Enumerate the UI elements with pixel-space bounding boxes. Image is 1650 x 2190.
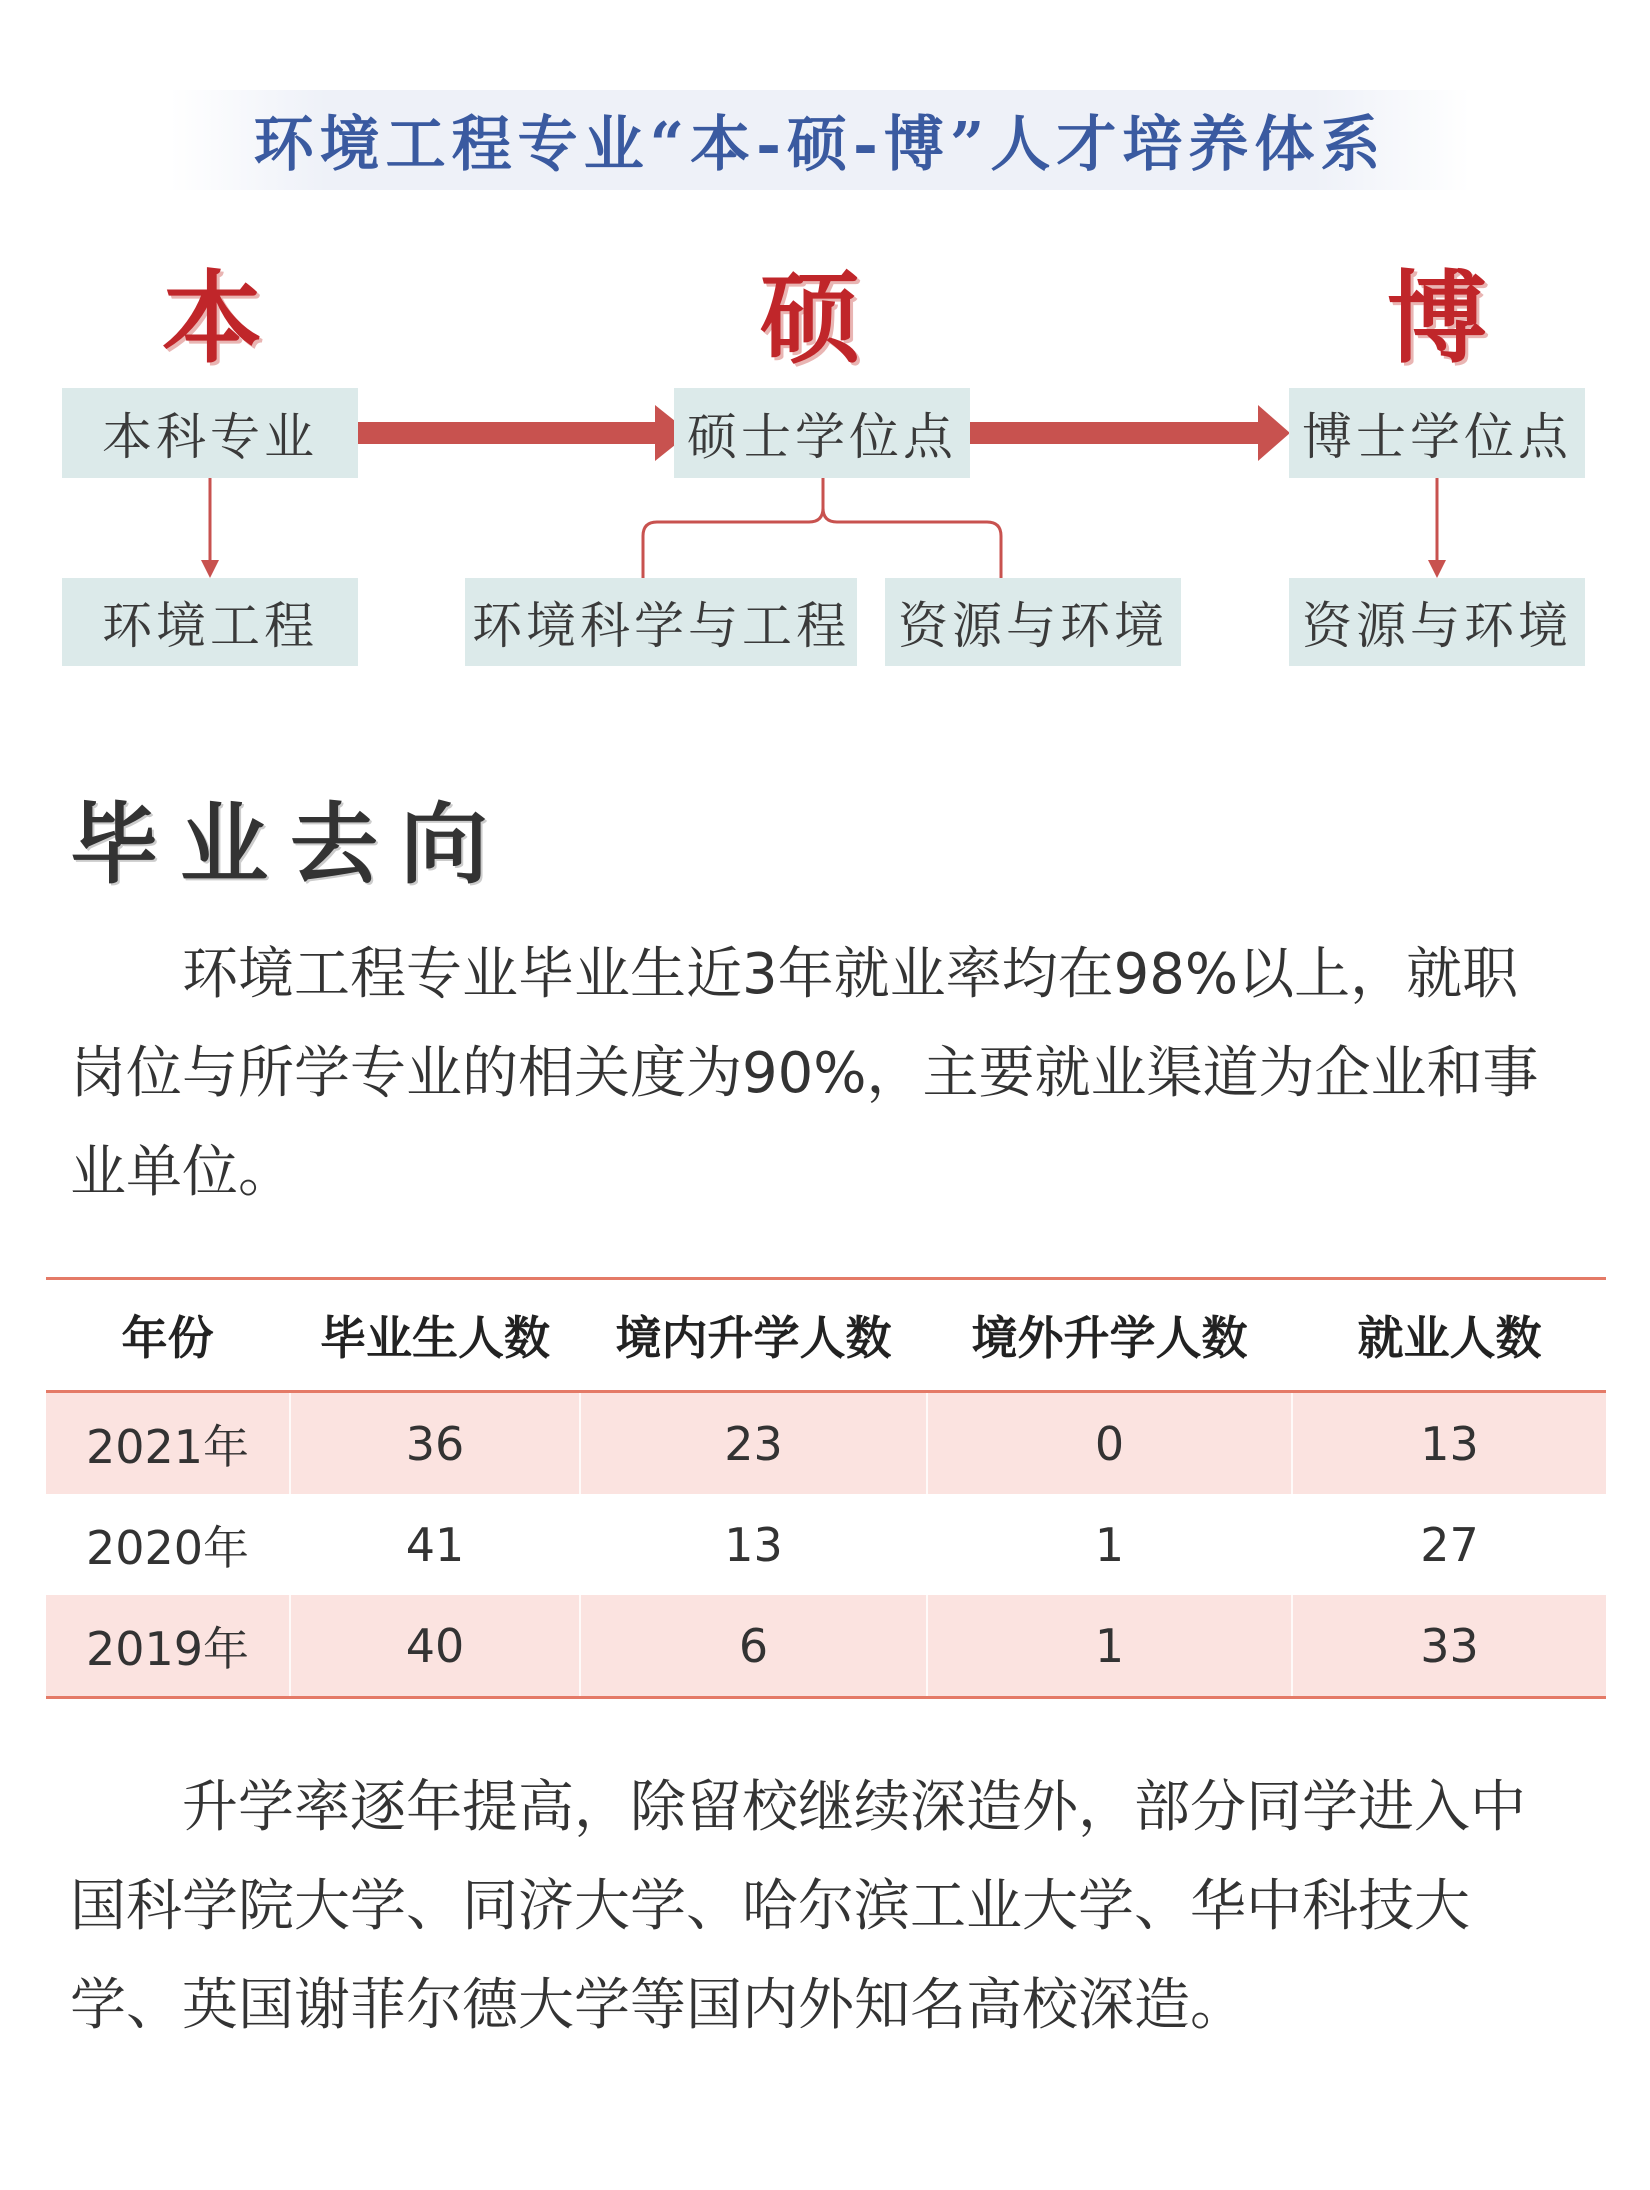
- arrow-bachelor-to-master: [358, 405, 690, 461]
- master-bracket: [643, 478, 1001, 578]
- header-domestic-study: 境内升学人数: [581, 1280, 928, 1390]
- arrow-doctor-down: [1428, 478, 1446, 578]
- box-bachelor-program: 本科专业: [62, 388, 358, 478]
- box-doctor-degree: 博士学位点: [1289, 388, 1585, 478]
- arrow-bachelor-down: [201, 478, 219, 578]
- table-row: [46, 1494, 1606, 1595]
- table-bottom-rule: [46, 1696, 1606, 1699]
- header-graduates: 毕业生人数: [291, 1280, 581, 1390]
- intro-paragraph: 环境工程专业毕业生近3年就业率均在98%以上，就职岗位与所学专业的相关度为90%，主要就业渠道为企业和事业单位。: [70, 942, 1539, 1205]
- cell-employed: 33: [1420, 1618, 1479, 1673]
- table-row: [46, 1595, 1606, 1696]
- cell-graduates: 40: [291, 1595, 581, 1696]
- table-header-row: [46, 1280, 1606, 1390]
- box-env-engineering: 环境工程: [62, 578, 358, 666]
- box-env-science-engineering: 环境科学与工程: [465, 578, 857, 666]
- table-row: [46, 1393, 1606, 1494]
- cell-graduates: 36: [291, 1393, 581, 1494]
- cell-overseas-study: 1: [928, 1595, 1293, 1696]
- level-bachelor: 本: [162, 259, 262, 377]
- cell-domestic-study: 23: [581, 1393, 928, 1494]
- box-resources-env-doctor: 资源与环境: [1289, 578, 1585, 666]
- box-master-degree: 硕士学位点: [674, 388, 970, 478]
- header-overseas-study: 境外升学人数: [928, 1280, 1293, 1390]
- header-employed: 就业人数: [1357, 1311, 1542, 1365]
- arrow-master-to-doctor: [970, 405, 1290, 461]
- cell-year: 2019年: [46, 1595, 291, 1696]
- outro-paragraph: 升学率逐年提高，除留校继续深造外，部分同学进入中国科学院大学、同济大学、哈尔滨工业大学、华中科技大学、英国谢菲尔德大学等国内外知名高校深造。: [70, 1775, 1526, 2038]
- cell-graduates: 41: [291, 1494, 581, 1595]
- level-doctor: 博: [1387, 259, 1487, 377]
- box-resources-env-master: 资源与环境: [885, 578, 1181, 666]
- cell-domestic-study: 6: [581, 1595, 928, 1696]
- section-title: 毕业去向: [70, 793, 511, 896]
- cell-employed: 13: [1420, 1416, 1479, 1471]
- header-year: 年份: [46, 1280, 291, 1390]
- cell-year: 2021年: [46, 1393, 291, 1494]
- level-master: 硕: [760, 259, 860, 377]
- cell-overseas-study: 0: [928, 1393, 1293, 1494]
- cell-domestic-study: 13: [581, 1494, 928, 1595]
- cell-year: 2020年: [46, 1494, 291, 1595]
- cell-overseas-study: 1: [928, 1494, 1293, 1595]
- cell-employed: 27: [1420, 1517, 1479, 1572]
- banner-title: 环境工程专业“本-硕-博”人才培养体系: [253, 110, 1387, 180]
